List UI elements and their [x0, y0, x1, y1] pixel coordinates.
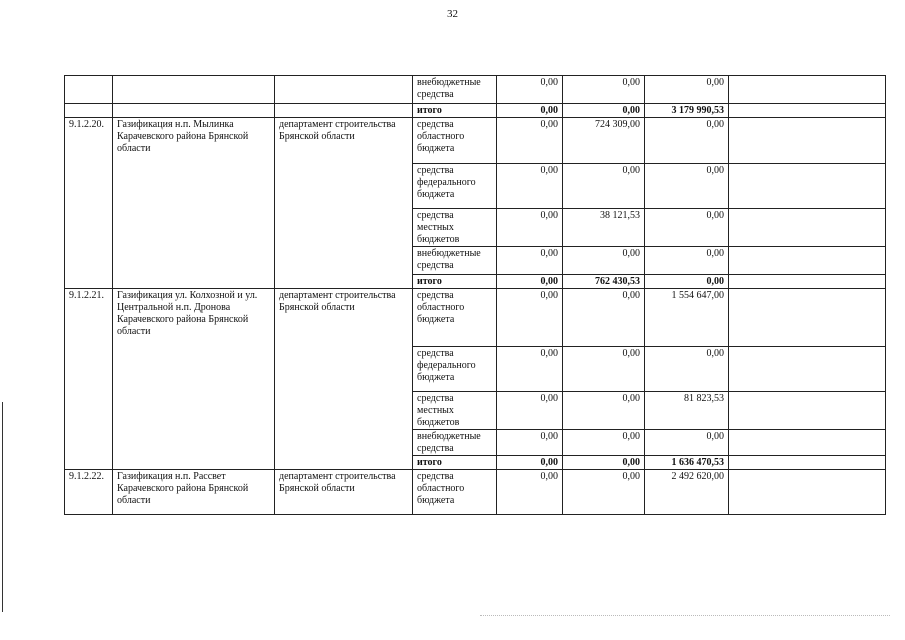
empty-cell: [729, 164, 886, 209]
empty-cell: [729, 289, 886, 347]
amount-cell-1: 0,00: [497, 392, 563, 430]
code-cell: [65, 76, 113, 104]
project-name-cell: [113, 104, 275, 118]
amount-cell-2: 0,00: [563, 104, 645, 118]
amount-cell-2: 724 309,00: [563, 118, 645, 164]
department-cell: департамент строительства Брянской области: [275, 118, 413, 289]
funding-source-cell: средства областного бюджета: [413, 289, 497, 347]
amount-cell-1: 0,00: [497, 104, 563, 118]
amount-cell-2: 762 430,53: [563, 275, 645, 289]
amount-cell-3: 0,00: [645, 347, 729, 392]
funding-source-cell: средства областного бюджета: [413, 470, 497, 515]
amount-cell-3: 3 179 990,53: [645, 104, 729, 118]
empty-cell: [729, 392, 886, 430]
empty-cell: [729, 76, 886, 104]
funding-source-cell: внебюджетные средства: [413, 76, 497, 104]
amount-cell-3: 2 492 620,00: [645, 470, 729, 515]
amount-cell-1: 0,00: [497, 164, 563, 209]
empty-cell: [729, 275, 886, 289]
amount-cell-1: 0,00: [497, 347, 563, 392]
amount-cell-1: 0,00: [497, 275, 563, 289]
amount-cell-2: 0,00: [563, 456, 645, 470]
scan-dot-noise: [480, 615, 890, 617]
amount-cell-3: 0,00: [645, 118, 729, 164]
amount-cell-3: 81 823,53: [645, 392, 729, 430]
amount-cell-1: 0,00: [497, 209, 563, 247]
department-cell: департамент строительства Брянской области: [275, 470, 413, 515]
funding-source-cell: средства федерального бюджета: [413, 347, 497, 392]
project-name-cell: Газификация н.п. Рассвет Карачевского района Брянской области: [113, 470, 275, 515]
empty-cell: [729, 104, 886, 118]
amount-cell-3: 0,00: [645, 275, 729, 289]
amount-cell-2: 0,00: [563, 392, 645, 430]
funding-source-cell: итого: [413, 104, 497, 118]
amount-cell-3: 0,00: [645, 209, 729, 247]
amount-cell-2: 0,00: [563, 164, 645, 209]
amount-cell-1: 0,00: [497, 430, 563, 456]
empty-cell: [729, 247, 886, 275]
funding-source-cell: итого: [413, 275, 497, 289]
project-name-cell: [113, 76, 275, 104]
amount-cell-3: 0,00: [645, 164, 729, 209]
amount-cell-2: 0,00: [563, 470, 645, 515]
funding-source-cell: средства федерального бюджета: [413, 164, 497, 209]
amount-cell-2: 0,00: [563, 247, 645, 275]
funding-source-cell: итого: [413, 456, 497, 470]
amount-cell-2: 38 121,53: [563, 209, 645, 247]
funding-source-cell: средства местных бюджетов: [413, 209, 497, 247]
funding-source-cell: внебюджетные средства: [413, 430, 497, 456]
table-row: [65, 76, 886, 104]
amount-cell-1: 0,00: [497, 247, 563, 275]
code-cell: [65, 104, 113, 118]
amount-cell-1: 0,00: [497, 470, 563, 515]
table-row: [65, 470, 886, 515]
project-name-cell: Газификация ул. Колхозной и ул. Центральной н.п. Дронова Карачевского района Брянской области: [113, 289, 275, 470]
table-row: [65, 289, 886, 347]
funding-source-cell: средства местных бюджетов: [413, 392, 497, 430]
table-row: [65, 118, 886, 164]
amount-cell-2: 0,00: [563, 430, 645, 456]
department-cell: [275, 104, 413, 118]
empty-cell: [729, 456, 886, 470]
empty-cell: [729, 118, 886, 164]
department-cell: департамент строительства Брянской области: [275, 289, 413, 470]
amount-cell-1: 0,00: [497, 118, 563, 164]
budget-table: [64, 75, 886, 515]
amount-cell-3: 0,00: [645, 247, 729, 275]
empty-cell: [729, 470, 886, 515]
empty-cell: [729, 430, 886, 456]
amount-cell-3: 0,00: [645, 76, 729, 104]
code-cell: 9.1.2.22.: [65, 470, 113, 515]
page-number: 32: [447, 8, 458, 20]
amount-cell-1: 0,00: [497, 456, 563, 470]
scan-margin-line: [2, 402, 3, 612]
amount-cell-1: 0,00: [497, 76, 563, 104]
project-name-cell: Газификация н.п. Мылинка Карачевского района Брянской области: [113, 118, 275, 289]
amount-cell-3: 1 554 647,00: [645, 289, 729, 347]
amount-cell-3: 1 636 470,53: [645, 456, 729, 470]
amount-cell-1: 0,00: [497, 289, 563, 347]
amount-cell-3: 0,00: [645, 430, 729, 456]
amount-cell-2: 0,00: [563, 347, 645, 392]
amount-cell-2: 0,00: [563, 289, 645, 347]
funding-source-cell: внебюджетные средства: [413, 247, 497, 275]
empty-cell: [729, 209, 886, 247]
total-row: [65, 104, 886, 118]
code-cell: 9.1.2.21.: [65, 289, 113, 470]
empty-cell: [729, 347, 886, 392]
code-cell: 9.1.2.20.: [65, 118, 113, 289]
department-cell: [275, 76, 413, 104]
funding-source-cell: средства областного бюджета: [413, 118, 497, 164]
amount-cell-2: 0,00: [563, 76, 645, 104]
